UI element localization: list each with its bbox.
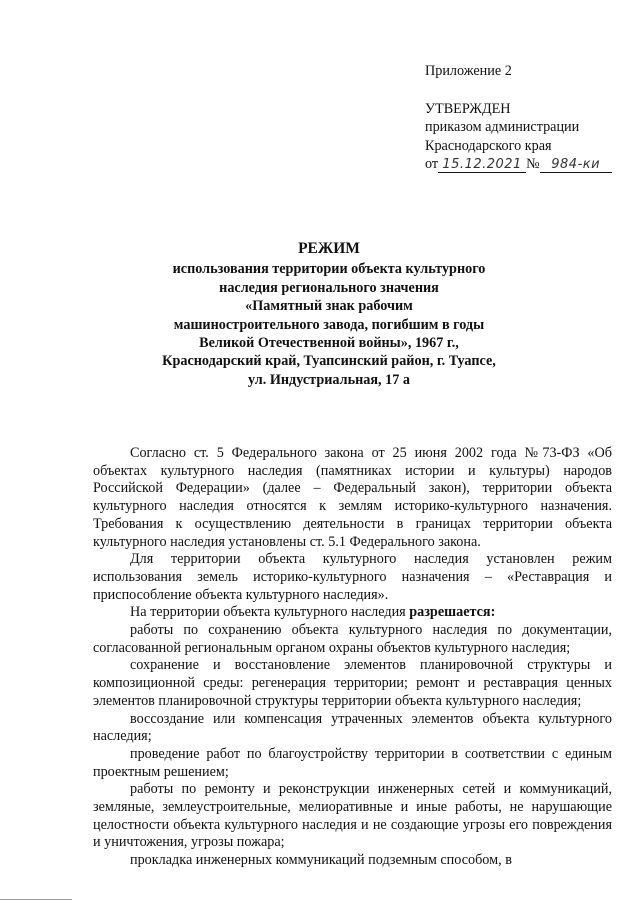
list-item-permitted: сохранение и восстановление элементов планировочной структуры и композиционной среды: регенерация территории; ремонт и реставрация ценных элементов планировочной структуры территории объекта культурного наследия;	[93, 657, 612, 709]
order-date-number-line	[425, 155, 612, 174]
permitted-label: разрешается:	[409, 604, 496, 621]
order-line-2: Краснодарского края	[425, 137, 552, 154]
from-label: от	[425, 156, 439, 173]
title-line: ул. Индустриальная, 17 а	[248, 371, 410, 388]
list-item-permitted: воссоздание или компенсация утраченных элементов объекта культурного наследия;	[93, 710, 612, 745]
title-line: машиностроительного завода, погибшим в годы	[173, 316, 485, 333]
footer-divider	[0, 899, 72, 900]
permitted-intro-text: На территории объекта культурного наследия	[130, 604, 410, 621]
document-title-block	[110, 240, 548, 389]
paragraph-legal-basis: Согласно ст. 5 Федерального закона от 25 июня 2002 года №73-ФЗ «Об объектах культурного наследия (памятниках истории и культуры) народов Российской Федерации» (далее – Федеральный закон), территории объекта культурного наследия относятся к землям историко-культурного назначения. Требования к осуществлению деятельности в границах территории объекта культурного наследия установлены ст. 5.1 Федерального закона.	[93, 445, 612, 550]
title-line: Великой Отечественной войны», 1967 г.,	[199, 335, 459, 352]
order-line-1: приказом администрации	[425, 119, 580, 136]
paragraph-permitted-intro	[93, 604, 612, 622]
paragraph-land-regime: Для территории объекта культурного наследия установлен режим использования земель историко-культурного назначения – «Реставрация и приспособление объекта культурного наследия».	[93, 551, 612, 603]
approved-label: УТВЕРЖДЕН	[425, 100, 511, 117]
title-line: использования территории объекта культурного	[172, 261, 486, 278]
list-item-permitted: прокладка инженерных коммуникаций подземным способом, в	[130, 852, 512, 869]
approval-block	[425, 62, 612, 174]
document-body	[93, 445, 612, 870]
document-title: РЕЖИМ	[298, 240, 360, 257]
list-item-permitted: проведение работ по благоустройству территории в соответствии с единым проектным решением;	[93, 745, 612, 780]
handwritten-date: 15.12.2021	[438, 158, 526, 173]
title-line: Краснодарский край, Туапсинский район, г. Туапсе,	[162, 353, 496, 370]
title-line: наследия регионального значения	[219, 279, 439, 296]
number-label: №	[526, 156, 540, 173]
list-item-permitted: работы по ремонту и реконструкции инженерных сетей и коммуникаций, земляные, землеустроительные, мелиоративные и иные работы, не нарушающие целостности объекта культурного наследия и не создающие угрозы его повреждения и уничтожения, угрозы пожара;	[93, 781, 612, 851]
title-line: «Памятный знак рабочим	[245, 298, 413, 315]
list-item-permitted: работы по сохранению объекта культурного наследия по документации, согласованной региональным органом охраны объектов культурного наследия;	[93, 622, 612, 656]
appendix-label: Приложение 2	[425, 63, 512, 79]
handwritten-number: 984-ки	[540, 158, 612, 173]
